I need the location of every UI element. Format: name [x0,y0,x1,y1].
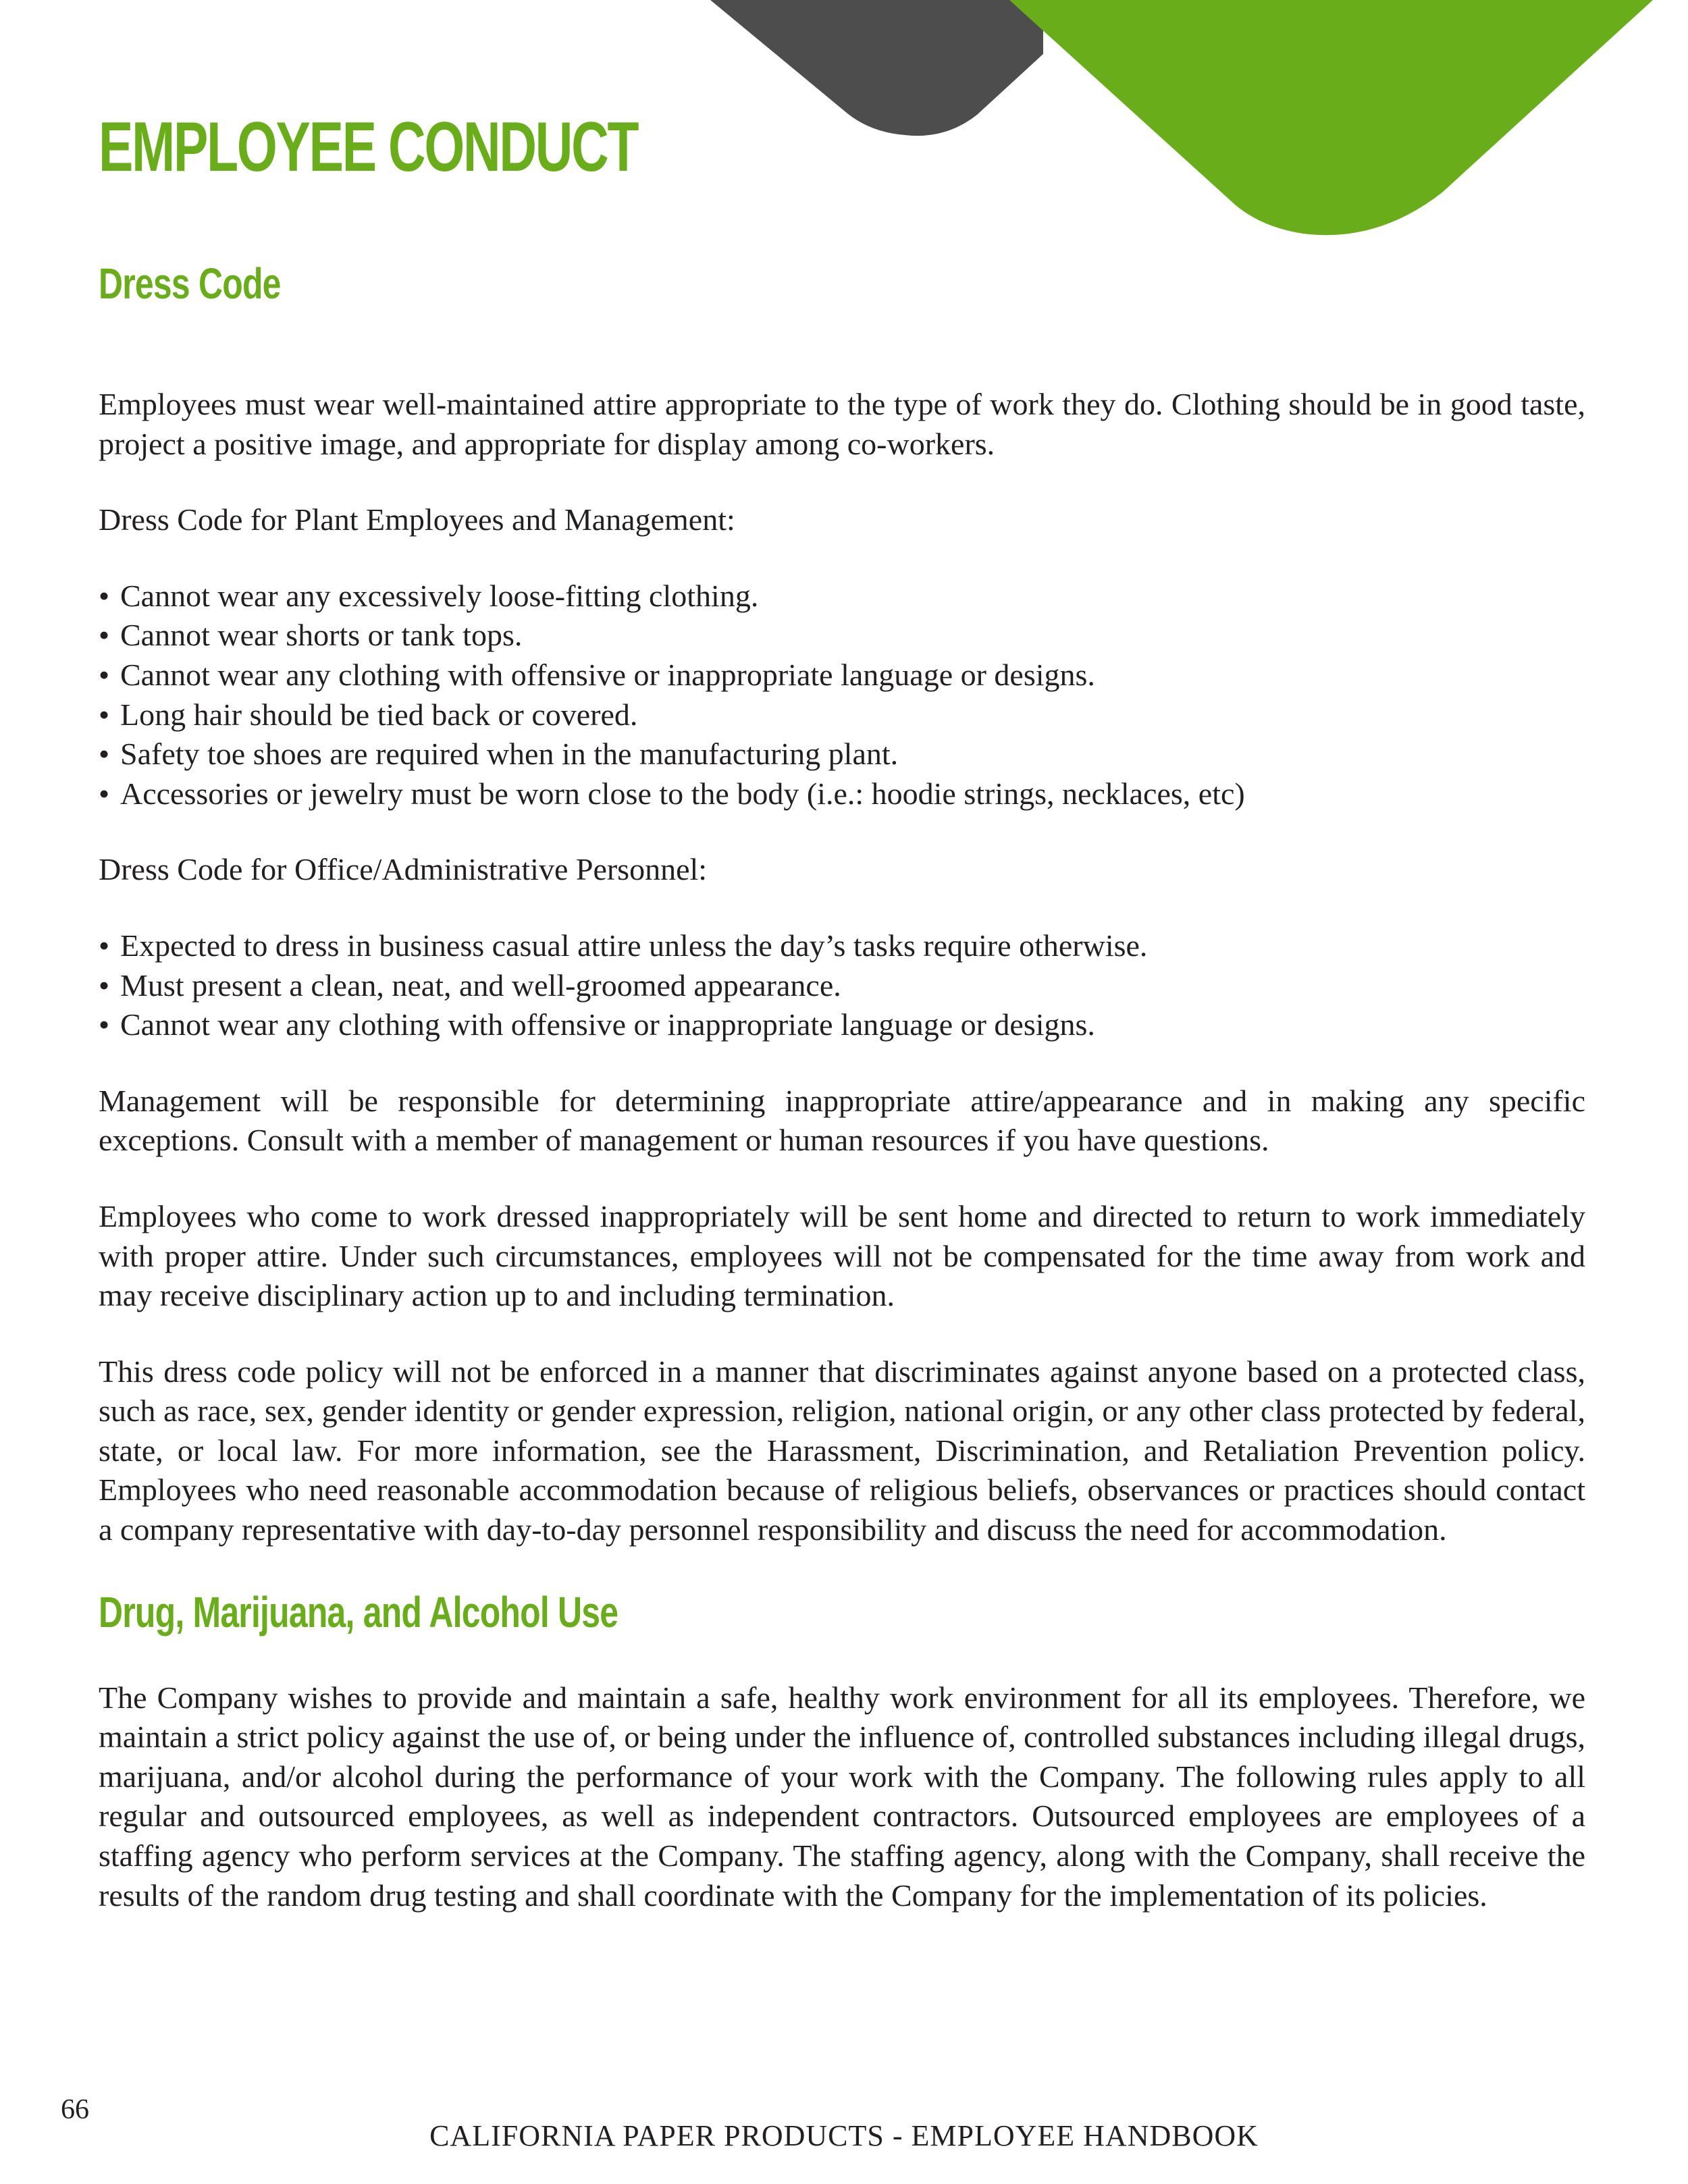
plant-dress-code-label: Dress Code for Plant Employees and Management: [99,502,735,537]
bullet-icon: • [99,578,110,613]
footer-title: CALIFORNIA PAPER PRODUCTS - EMPLOYEE HANDBOOK [429,2119,1259,2152]
list-item: • Cannot wear any excessively loose-fitting clothing. [99,577,1585,616]
drug-policy-paragraph: The Company wishes to provide and maintain a safe, healthy work environment for all its employees. Therefore, we maintain a strict policy against the use of, or being under the influence of, controlled substances including illegal drugs, marijuana, and/or alcohol during the performance of your work with the Company. The following rules apply to all regular and outsourced employees, as well as independent contractors. Outsourced employees are employees of a staffing agency who perform services at the Company. The staffing agency, along with the Company, shall receive the results of the random drug testing and shall coordinate with the Company for the implementation of its policies. [99,1680,1585,1913]
section-heading-dress-code: Dress Code [99,259,281,308]
list-item: • Accessories or jewelry must be worn close to the body (i.e.: hoodie strings, necklaces, etc) [99,774,1585,814]
non-discrimination-paragraph: This dress code policy will not be enforced in a manner that discriminates against anyone based on a protected class, such as race, sex, gender identity or gender expression, religion, national origin, or any other class protected by federal, state, or local law. For more information, see the Harassment, Discrimination, and Retaliation Prevention policy. Employees who need reasonable accommodation because of religious beliefs, observances or practices should contact a company representative with day-to-day personnel responsibility and discuss the need for accommodation. [99,1354,1585,1547]
document-body [99,259,1585,1915]
list-item: • Safety toe shoes are required when in the manufacturing plant. [99,735,1585,774]
sent-home-paragraph: Employees who come to work dressed inappropriately will be sent home and directed to return to work immediately with proper attire. Under such circumstances, employees will not be compensated for the time away from work and may receive disciplinary action up to and including termination. [99,1198,1585,1313]
bullet-icon: • [99,737,110,772]
page-number: 66 [61,2094,89,2125]
management-responsibility-paragraph: Management will be responsible for determining inappropriate attire/appearance and in making any specific exceptions. Consult with a member of management or human resources if you have questions. [99,1083,1585,1158]
bullet-icon: • [99,928,110,963]
bullet-icon: • [99,967,110,1003]
list-item: • Cannot wear shorts or tank tops. [99,616,1585,656]
list-item: • Expected to dress in business casual attire unless the day’s tasks require otherwise. [99,926,1585,966]
bullet-icon: • [99,776,110,811]
page-title: EMPLOYEE CONDUCT [99,108,638,186]
bullet-icon: • [99,1007,110,1042]
office-dress-code-list [99,926,1585,1045]
list-item: • Cannot wear any clothing with offensive or inappropriate language or designs. [99,1005,1585,1045]
plant-dress-code-list [99,577,1585,814]
office-dress-code-label: Dress Code for Office/Administrative Personnel: [99,852,708,887]
bullet-icon: • [99,657,110,692]
bullet-icon: • [99,697,110,732]
list-item: • Long hair should be tied back or covered. [99,695,1585,735]
gray-chevron-shape [710,0,1043,136]
bullet-icon: • [99,618,110,653]
list-item: • Must present a clean, neat, and well-groomed appearance. [99,966,1585,1006]
green-chevron-shape [1009,0,1653,235]
list-item: • Cannot wear any clothing with offensive or inappropriate language or designs. [99,656,1585,695]
dress-code-intro-paragraph: Employees must wear well-maintained attire appropriate to the type of work they do. Clothing should be in good taste, project a positive image, and appropriate for display among co-workers. [99,387,1585,461]
section-heading-drug-policy: Drug, Marijuana, and Alcohol Use [99,1587,618,1636]
